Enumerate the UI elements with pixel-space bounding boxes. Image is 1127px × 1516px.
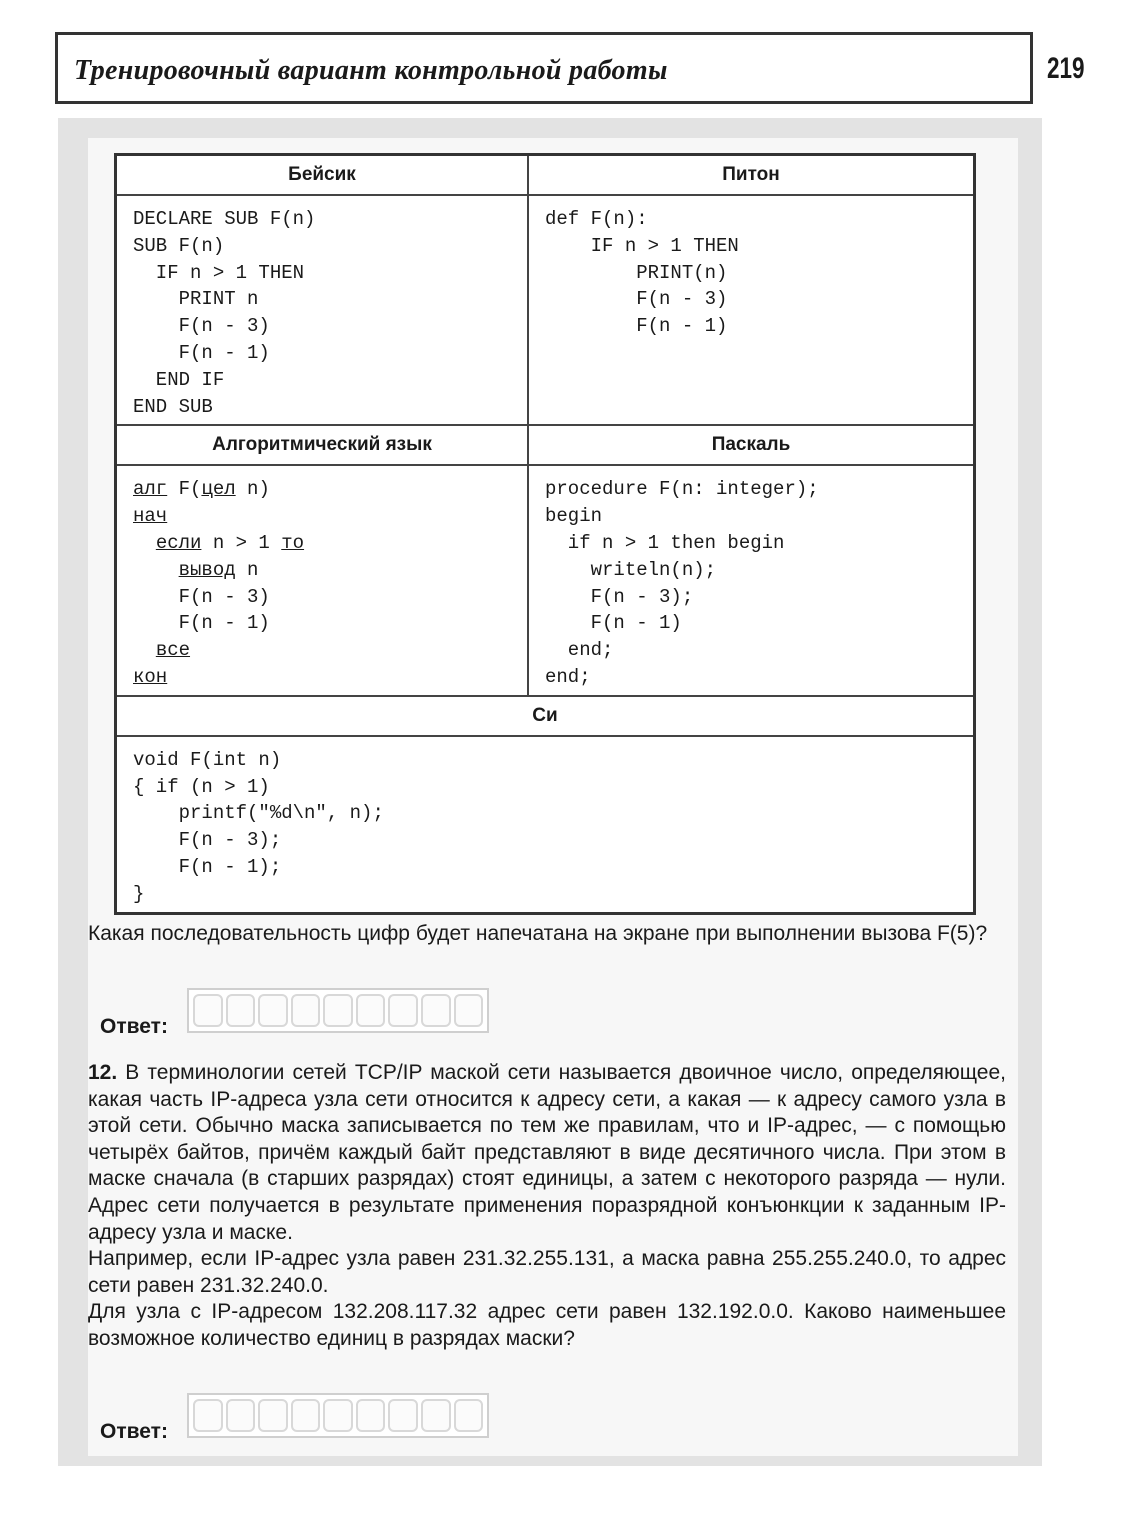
task-number: 12. — [88, 1061, 118, 1084]
task-12-paragraph-3: Для узла с IP-адресом 132.208.117.32 адрес сети равен 132.192.0.0. Каково наименьшее возможное количество единиц в разрядах маски? — [88, 1300, 1006, 1350]
question-text: Какая последовательность цифр будет напечатана на экране при выполнении вызова F(5)? — [88, 922, 988, 945]
python-code: def F(n): IF n > 1 THEN PRINT(n) F(n - 3) F(n - 1) — [545, 208, 739, 338]
algo-text: F(n - 3) — [133, 585, 270, 608]
basic-header: Бейсик — [116, 155, 529, 196]
answer-cell — [258, 1399, 288, 1432]
answer-cell — [258, 994, 288, 1027]
answer-cell — [356, 994, 386, 1027]
kw-vyvod: вывод — [178, 558, 236, 581]
c-cell — [116, 736, 975, 913]
task-12-paragraph-1 — [88, 1060, 1006, 1246]
answer-cell — [421, 994, 451, 1027]
task-text: В терминологии сетей TCP/IP маской сети называется двоичное число, определяющее, какая часть IP-адреса узла сети относится к адресу сети, а какая — к адресу самого узла в этой сети. Обычно маска записывается по тем же правилам, что и IP-адрес, — с помощью четырёх байтов, причём каждый байт представляют в виде десятичного числа. При этом в маске сначала (в старших разрядах) стоят единицы, а затем с некоторого разряда — нули. Адрес сети получается в результате применения поразрядной конъюнкции к заданным IP-адресу узла и маске. — [88, 1061, 1006, 1244]
kw-cel: цел — [201, 478, 236, 501]
kw-esli: если — [155, 531, 202, 554]
answer-input-2[interactable] — [187, 1393, 489, 1438]
code-table — [114, 153, 976, 915]
answer-cell — [421, 1399, 451, 1432]
algo-code — [117, 466, 527, 694]
basic-code: DECLARE SUB F(n) SUB F(n) IF n > 1 THEN PRINT n F(n - 3) F(n - 1) END IF END SUB — [133, 208, 316, 418]
answer-cell — [323, 994, 353, 1027]
python-cell — [528, 195, 975, 425]
kw-to: то — [281, 531, 305, 554]
algo-text: n — [235, 558, 259, 581]
page-number: 219 — [1047, 52, 1085, 85]
answer-cell — [356, 1399, 386, 1432]
algo-indent — [133, 532, 156, 554]
answer-cell — [226, 1399, 256, 1432]
answer-input-1[interactable] — [187, 988, 489, 1033]
algo-text: n > 1 — [201, 531, 282, 554]
answer-cell — [193, 994, 223, 1027]
kw-alg: алг — [133, 478, 168, 501]
answer-cell — [388, 1399, 418, 1432]
pascal-code: procedure F(n: integer); begin if n > 1 then begin writeln(n); F(n - 3); F(n - 1) end; end; — [545, 478, 819, 688]
answer-label: Ответ: — [100, 1015, 168, 1038]
answer-cell — [388, 994, 418, 1027]
algo-indent — [133, 639, 156, 661]
answer-cell — [291, 1399, 321, 1432]
algo-indent — [133, 559, 179, 581]
kw-nach: нач — [133, 505, 168, 528]
c-header: Си — [116, 696, 975, 736]
pascal-header: Паскаль — [528, 425, 975, 465]
answer-cell — [323, 1399, 353, 1432]
algo-cell — [116, 465, 529, 695]
algo-header: Алгоритмический язык — [116, 425, 529, 465]
answer-cell — [454, 994, 484, 1027]
page-header — [55, 32, 1033, 104]
python-header: Питон — [528, 155, 975, 196]
basic-cell — [116, 195, 529, 425]
answer-cell — [193, 1399, 223, 1432]
answer-cell — [226, 994, 256, 1027]
algo-text: n) — [235, 478, 270, 501]
algo-text: F(n - 1) — [133, 612, 270, 635]
answer-cell — [291, 994, 321, 1027]
kw-kon: кон — [133, 665, 168, 688]
algo-text: F( — [167, 478, 202, 501]
header-title: Тренировочный вариант контрольной работы — [74, 55, 668, 86]
task-12-paragraph-2: Например, если IP-адрес узла равен 231.32.255.131, а маска равна 255.255.240.0, то адрес сети равен 231.32.240.0. — [88, 1247, 1006, 1297]
pascal-cell — [528, 465, 975, 695]
kw-vse: все — [155, 639, 191, 662]
task-12 — [88, 1060, 1006, 1353]
answer-label-2: Ответ: — [100, 1420, 168, 1443]
c-code: void F(int n) { if (n > 1) printf("%d\n", n); F(n - 3); F(n - 1); } — [133, 748, 384, 905]
answer-cell — [454, 1399, 484, 1432]
